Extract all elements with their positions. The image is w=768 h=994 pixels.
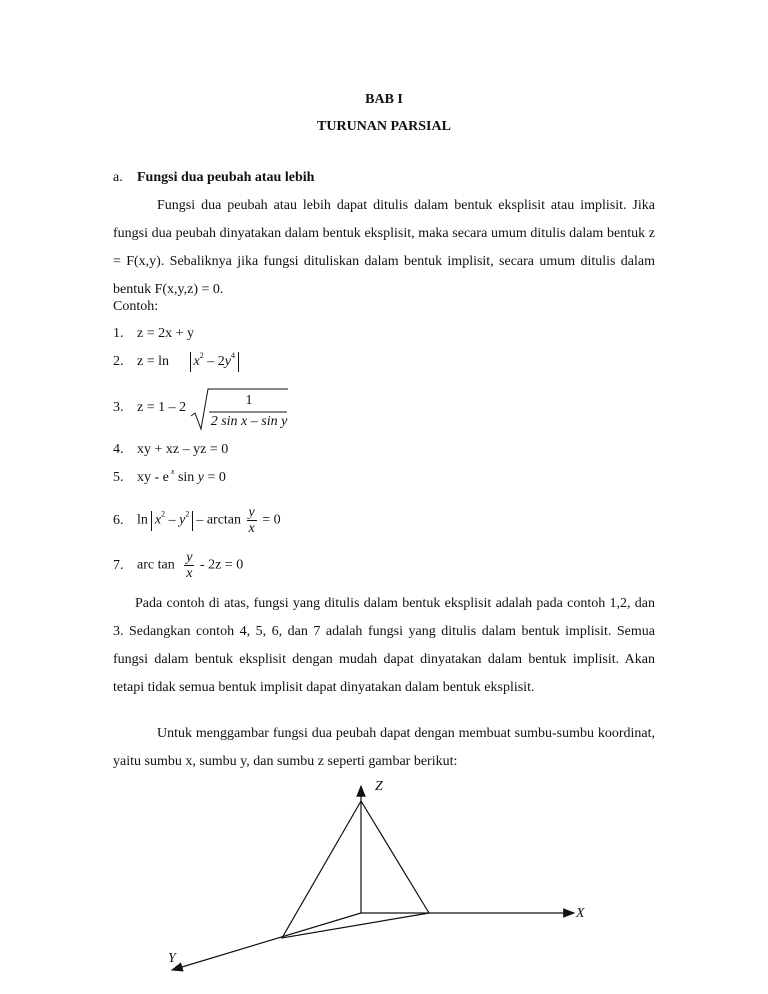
y-axis [172,913,361,970]
section-heading [113,170,314,186]
exp-x: 2 [199,351,204,361]
abs-bar-right [192,511,193,531]
example-1 [113,326,194,342]
example-formula: z = 2x + y [137,326,195,341]
chapter-title: TURUNAN PARSIAL [317,119,451,134]
section-title: Fungsi dua peubah atau lebih [137,170,315,185]
examples-label: Contoh: [113,299,159,314]
fraction-numerator: 1 [245,393,253,408]
ln-label: ln [137,512,148,528]
example-formula: xy + xz – yz = 0 [137,442,229,457]
coordinate-axes-figure [0,770,768,994]
example-lhs: z = 1 – 2 [137,400,187,415]
paragraph-explanation: Pada contoh di atas, fungsi yang ditulis dalam bentuk eksplisit adalah pada contoh 1,2, dan 3. Sedangkan contoh 4, 5, 6, dan 7 adalah fungsi yang ditulis dalam bentuk implisit. Semua fungsi dalam bentuk eksplisit dengan mudah dapat dinyatakan dalam bentuk implisit. Akan tetapi tidak semua bentuk implisit dapat dinyatakan dalam bentuk eksplisit. [113,596,655,695]
example-4 [113,442,228,458]
example-pre: xy - e [137,470,169,485]
fraction-denominator: x [248,521,255,536]
minus-term: – 2 [207,354,225,370]
var-x: x [154,512,162,528]
chapter-label: BAB I [365,92,403,107]
z-axis-label: Z [375,779,383,794]
example-number: 3. [113,400,124,415]
example-end: = 0 [262,512,281,528]
example-5 [113,467,226,486]
arctan-label: arc tan [137,557,175,573]
fraction-y-over-x [184,550,194,581]
exp-y: 4 [230,351,235,361]
minus-sign: – [168,512,176,528]
fraction-denominator: x [186,566,193,581]
fraction-numerator: y [186,550,193,565]
abs-bar-left [190,352,191,372]
exp-x: 2 [161,509,166,519]
fraction-y-over-x [247,505,257,536]
var-y: y [224,354,231,370]
example-3 [113,400,186,416]
section-marker: a. [113,170,123,185]
abs-bar-right [238,352,239,372]
example-number: 6. [113,512,124,528]
x-axis-label: X [576,906,585,921]
y-axis-label: Y [168,951,176,966]
example-end: - 2z = 0 [199,557,244,573]
example-2 [113,352,242,372]
arctan-label: – arctan [196,512,242,528]
fraction-denominator: 2 sin x – sin y [210,414,288,429]
paragraph-intro: Fungsi dua peubah atau lebih dapat ditulis dalam bentuk eksplisit atau implisit. Jika fungsi dua peubah dinyatakan dalam bentuk eksplisit, maka secara umum ditulis dalam bentuk z = F(x,y). Sebaliknya jika fungsi dituliskan dalam bentuk implisit, secara umum ditulis dalam bentuk F(x,y,z) = 0. [113,198,655,297]
sin-label: sin [177,470,195,485]
example-number: 1. [113,326,124,341]
example-6 [113,505,281,536]
plane-triangle [282,801,429,938]
example-number: 2. [113,354,124,370]
var-x: x [193,354,200,370]
paragraph-figure-intro: Untuk menggambar fungsi dua peubah dapat dengan membuat sumbu-sumbu koordinat, yaitu sumbu x, sumbu y, dan sumbu z seperti gambar berikut: [113,726,655,769]
abs-bar-left [151,511,152,531]
example-number: 4. [113,442,124,457]
example-7 [113,550,243,581]
example-number: 7. [113,557,124,573]
example-number: 5. [113,470,124,485]
exp-x: x [170,467,175,476]
exp-y: 2 [185,509,190,519]
var-y: y [179,512,186,528]
example-end: = 0 [207,470,226,485]
fraction-numerator: y [248,505,255,520]
example-lhs: z = ln [137,354,169,370]
var-y: y [197,470,205,485]
